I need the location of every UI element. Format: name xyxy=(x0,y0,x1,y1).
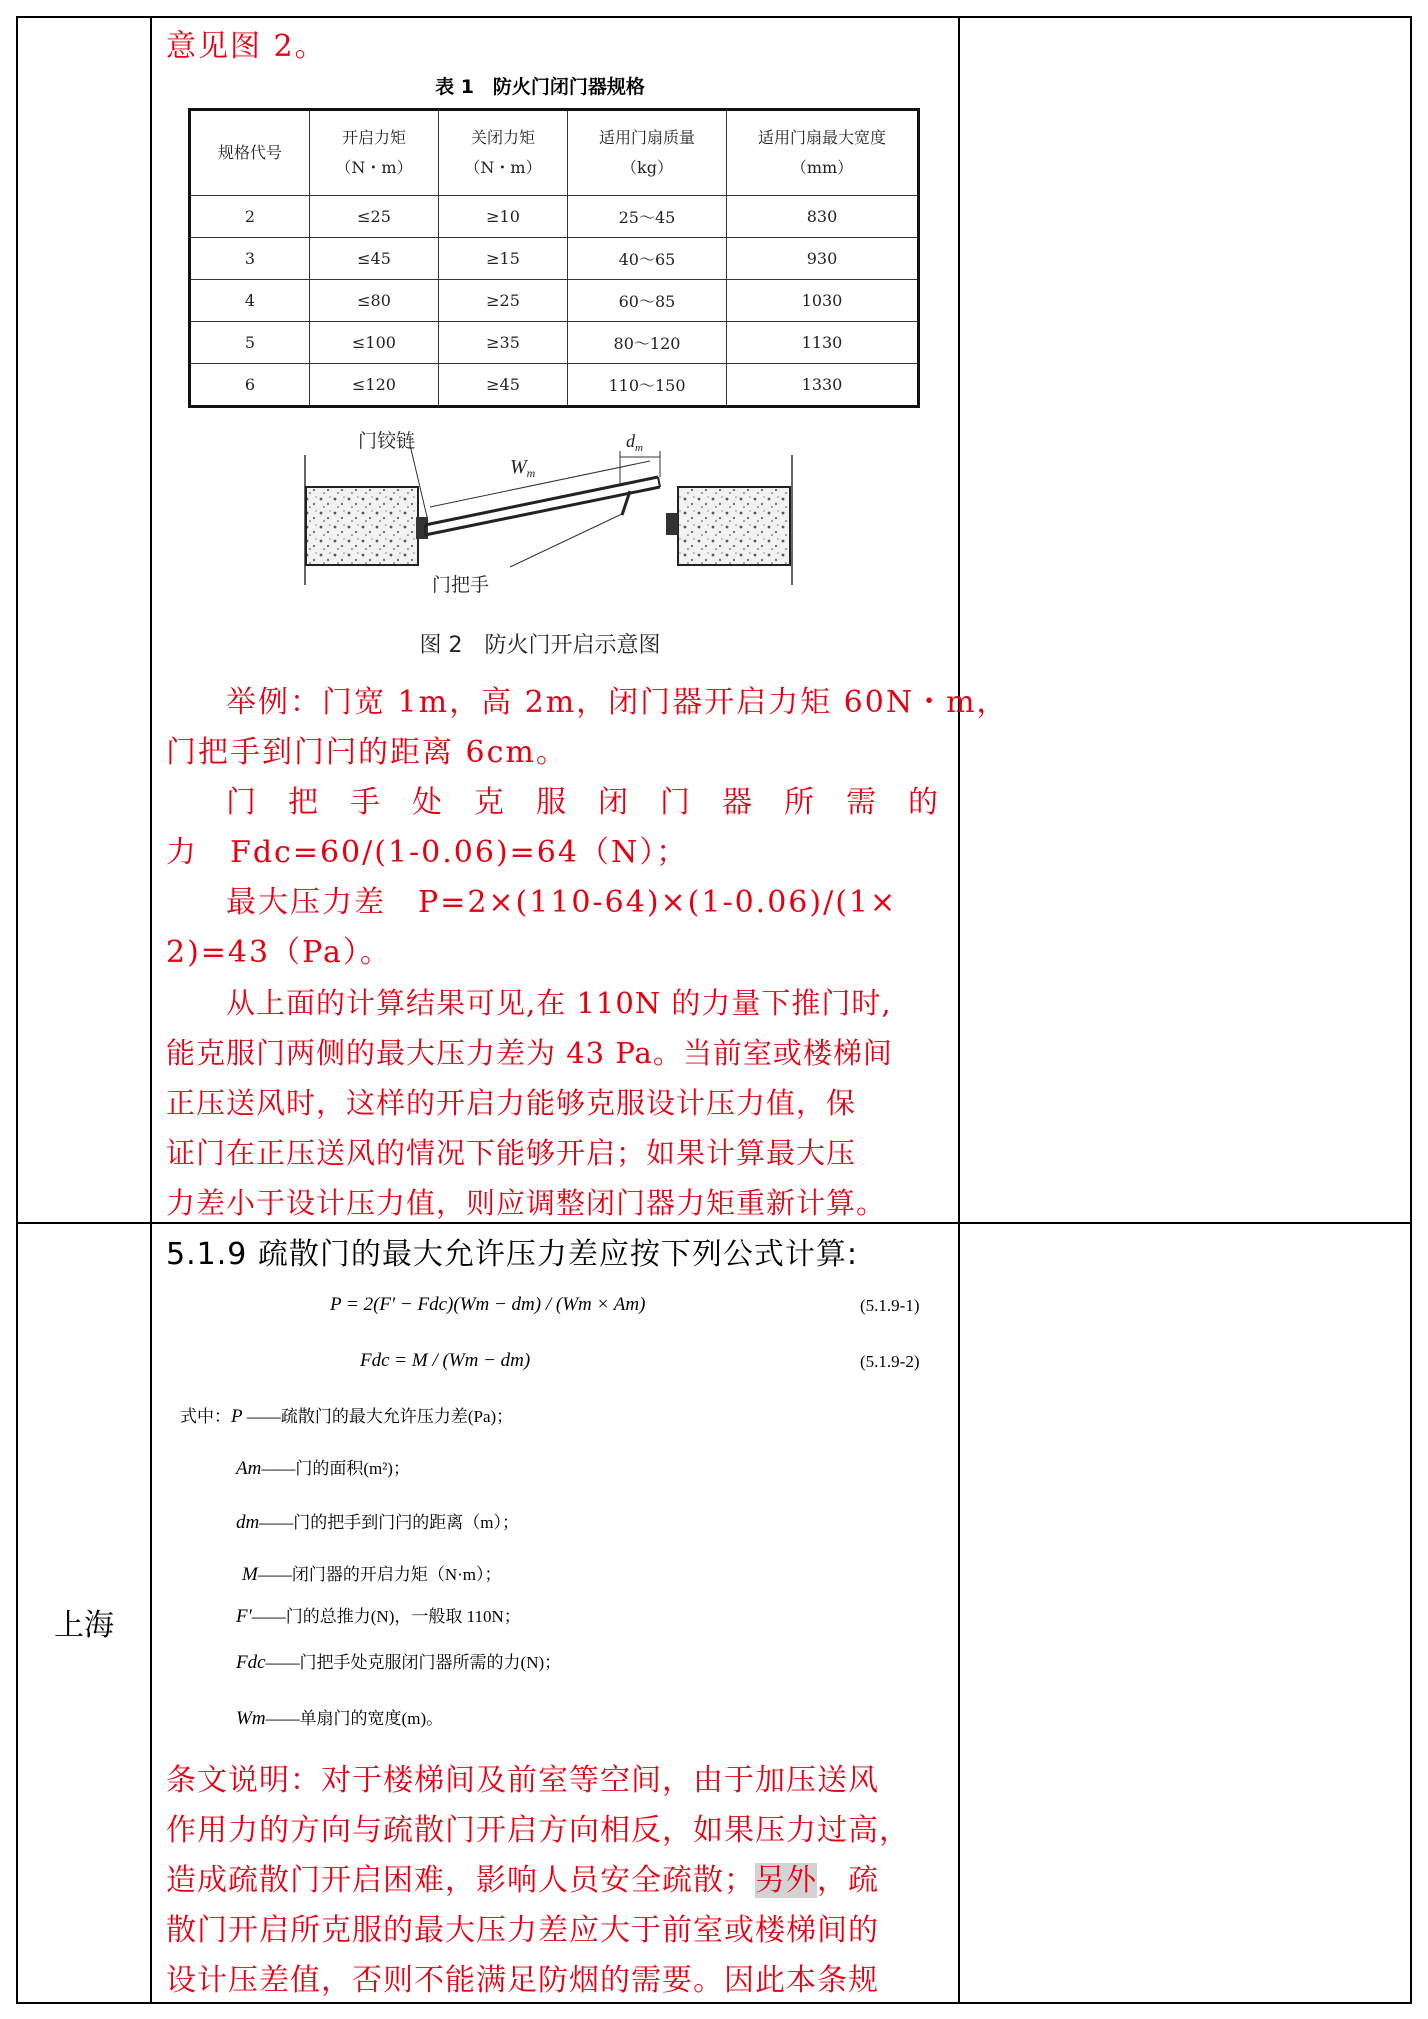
cell: ≥25 xyxy=(439,280,568,322)
example-line-2: 门把手到门闩的距离 6cm。 xyxy=(166,735,568,770)
definition-dm: dm——门的把手到门闩的距离（m）； xyxy=(236,1512,519,1533)
cell: ≤120 xyxy=(310,364,439,407)
header-door-mass: 适用门扇质量 （kg） xyxy=(568,110,727,196)
cell: 25～45 xyxy=(568,196,727,238)
highlighted-word: 另外 xyxy=(755,1863,817,1898)
cell: 1130 xyxy=(727,322,919,364)
cell: 3 xyxy=(190,238,310,280)
cell: 1030 xyxy=(727,280,919,322)
definition-Wm: Wm——单扇门的宽度(m)。 xyxy=(236,1708,444,1729)
latch-block xyxy=(666,513,678,535)
cell: 4 xyxy=(190,280,310,322)
cell: ≥10 xyxy=(439,196,568,238)
header-max-width: 适用门扇最大宽度 （mm） xyxy=(727,110,919,196)
cell: 6 xyxy=(190,364,310,407)
cell: ≥45 xyxy=(439,364,568,407)
cell: 5 xyxy=(190,322,310,364)
cell: 60～85 xyxy=(568,280,727,322)
column-divider-right xyxy=(958,16,960,2004)
header-opening-torque: 开启力矩 （N・m） xyxy=(310,110,439,196)
explanation-line-5: 设计压差值，否则不能满足防烟的需要。因此本条规 xyxy=(166,1963,879,1998)
label-hinge: 门铰链 xyxy=(358,430,416,452)
cell: ≤100 xyxy=(310,322,439,364)
example-line-7: 从上面的计算结果可见,在 110N 的力量下推门时, xyxy=(226,986,892,1020)
intro-text: 意见图 2。 xyxy=(166,29,327,64)
cell: 930 xyxy=(727,238,919,280)
table-row xyxy=(190,280,919,322)
cell: 110～150 xyxy=(568,364,727,407)
formula-2: Fdc = M / (Wm − dm) xyxy=(360,1350,531,1371)
fire-door-closer-spec-table xyxy=(188,108,920,408)
explanation-line-2: 作用力的方向与疏散门开启方向相反，如果压力过高， xyxy=(166,1813,910,1848)
cell: ≥15 xyxy=(439,238,568,280)
explanation-line-1: 条文说明：对于楼梯间及前室等空间，由于加压送风 xyxy=(166,1763,879,1798)
definition-F-total: F′——门的总推力(N)，一般取 110N； xyxy=(236,1606,521,1627)
cell: ≤25 xyxy=(310,196,439,238)
formula-1: P = 2(F′ − Fdc)(Wm − dm) / (Wm × Am) xyxy=(330,1294,646,1315)
region-label: 上海 xyxy=(54,1608,114,1643)
cell: 2 xyxy=(190,196,310,238)
example-line-6: 2)=43（Pa）。 xyxy=(166,935,392,970)
example-line-1: 举例：门宽 1m，高 2m，闭门器开启力矩 60N・m， xyxy=(226,685,1009,720)
label-handle: 门把手 xyxy=(432,574,490,596)
example-line-10: 证门在正压送风的情况下能够开启；如果计算最大压 xyxy=(166,1136,857,1170)
explanation-line-3: 造成疏散门开启困难，影响人员安全疏散；另外，疏 xyxy=(166,1863,879,1898)
column-divider-left xyxy=(150,16,152,2004)
cell: 830 xyxy=(727,196,919,238)
definition-Fdc: Fdc——门把手处克服闭门器所需的力(N)； xyxy=(236,1652,562,1673)
formula-2-number: (5.1.9-2) xyxy=(860,1352,920,1371)
example-line-11: 力差小于设计压力值，则应调整闭门器力矩重新计算。 xyxy=(166,1186,887,1220)
cell: ≤80 xyxy=(310,280,439,322)
clause-title: 5.1.9 疏散门的最大允许压力差应按下列公式计算: xyxy=(166,1237,858,1272)
table-row xyxy=(190,196,919,238)
formula-1-number: (5.1.9-1) xyxy=(860,1296,920,1315)
definition-M: M——闭门器的开启力矩（N·m）； xyxy=(242,1564,502,1585)
example-line-4: 力 Fdc=60/(1-0.06)=64（N）； xyxy=(166,835,689,870)
example-line-3: 门 把 手 处 克 服 闭 门 器 所 需 的 xyxy=(226,785,940,820)
label-distance: $d_m$ xyxy=(626,431,643,454)
table1-caption: 表 1 防火门闭门器规格 xyxy=(435,76,645,98)
door-opening-diagram xyxy=(290,425,820,605)
table-row xyxy=(190,322,919,364)
table-header-row xyxy=(190,110,919,196)
cell: ≥35 xyxy=(439,322,568,364)
left-wall xyxy=(305,455,418,585)
header-spec-code: 规格代号 xyxy=(190,110,310,196)
cell: 80～120 xyxy=(568,322,727,364)
example-line-9: 正压送风时，这样的开启力能够克服设计压力值，保 xyxy=(166,1086,857,1120)
cell: 1330 xyxy=(727,364,919,407)
example-line-5: 最大压力差 P=2×(110-64)×(1-0.06)/(1× xyxy=(226,885,898,920)
figure2-caption: 图 2 防火门开启示意图 xyxy=(419,633,661,658)
header-closing-torque: 关闭力矩 （N・m） xyxy=(439,110,568,196)
cell: 40～65 xyxy=(568,238,727,280)
label-width: $W_m$ xyxy=(510,456,536,480)
definition-P: 式中：P ——疏散门的最大允许压力差(Pa)； xyxy=(180,1406,514,1427)
example-line-8: 能克服门两侧的最大压力差为 43 Pa。当前室或楼梯间 xyxy=(166,1036,893,1070)
definition-Am: Am——门的面积(m²)； xyxy=(236,1458,410,1479)
explanation-line-4: 散门开启所克服的最大压力差应大于前室或楼梯间的 xyxy=(166,1913,879,1948)
cell: ≤45 xyxy=(310,238,439,280)
table-row xyxy=(190,364,919,407)
table-row xyxy=(190,238,919,280)
right-wall xyxy=(678,455,792,585)
